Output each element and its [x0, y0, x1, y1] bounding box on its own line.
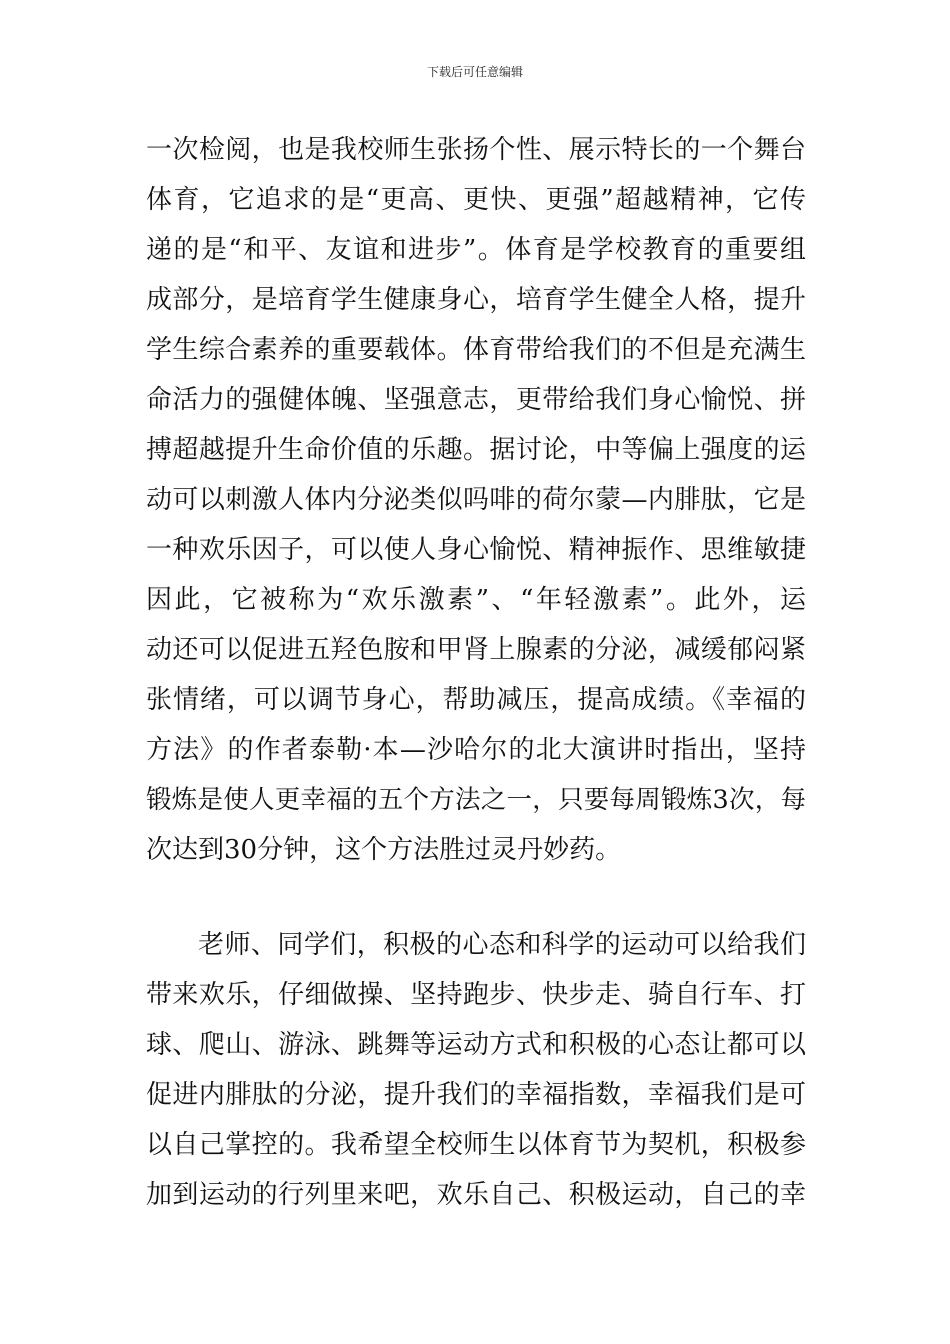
paragraph-1-line-15: 次达到30分钟，这个方法胜过灵丹妙药。	[146, 835, 622, 865]
paragraph-1-line-9: 一种欢乐因子，可以使人身心愉悦、精神振作、思维敏捷	[146, 535, 806, 565]
paragraph-2-line-2: 带来欢乐，仔细做操、坚持跑步、快步走、骑自行车、打	[146, 980, 806, 1010]
paragraph-1-line-2: 体育，它追求的是“更高、更快、更强”超越精神，它传	[146, 185, 806, 215]
paragraph-1-line-14: 锻炼是使人更幸福的五个方法之一，只要每周锻炼3次，每	[146, 785, 806, 815]
paragraph-1-line-11: 动还可以促进五羟色胺和甲肾上腺素的分泌，减缓郁闷紧	[146, 635, 806, 665]
paragraph-1-line-4: 成部分，是培育学生健康身心，培育学生健全人格，提升	[146, 285, 806, 315]
paragraph-1-line-1: 一次检阅，也是我校师生张扬个性、展示特长的一个舞台	[146, 135, 806, 165]
paragraph-1-line-5: 学生综合素养的重要载体。体育带给我们的不但是充满生	[146, 335, 806, 365]
paragraph-2-line-5: 以自己掌控的。我希望全校师生以体育节为契机，积极参	[146, 1130, 806, 1160]
paragraph-1-line-7: 搏超越提升生命价值的乐趣。据讨论，中等偏上强度的运	[146, 435, 806, 465]
paragraph-1-line-12: 张情绪，可以调节身心，帮助减压，提高成绩。《幸福的	[146, 685, 806, 715]
paragraph-2-line-4: 促进内腓肽的分泌，提升我们的幸福指数，幸福我们是可	[146, 1080, 806, 1110]
paragraph-2-line-1: 老师、同学们，积极的心态和科学的运动可以给我们	[198, 930, 806, 960]
paragraph-2-line-6: 加到运动的行列里来吧，欢乐自己、积极运动，自己的幸	[146, 1180, 806, 1210]
paragraph-1-line-13: 方法》的作者泰勒·本—沙哈尔的北大演讲时指出，坚持	[146, 735, 806, 765]
paragraph-2-line-3: 球、爬山、游泳、跳舞等运动方式和积极的心态让都可以	[146, 1030, 806, 1060]
paragraph-1-line-6: 命活力的强健体魄、坚强意志，更带给我们身心愉悦、拼	[146, 385, 806, 415]
page-header-note: 下载后可任意编辑	[426, 65, 523, 79]
paragraph-1-line-8: 动可以刺激人体内分泌类似吗啡的荷尔蒙—内腓肽，它是	[146, 485, 806, 515]
paragraph-1-line-10: 因此，它被称为“欢乐激素”、“年轻激素”。此外，运	[146, 585, 806, 615]
paragraph-1-line-3: 递的是“和平、友谊和进步”。体育是学校教育的重要组	[146, 235, 806, 265]
